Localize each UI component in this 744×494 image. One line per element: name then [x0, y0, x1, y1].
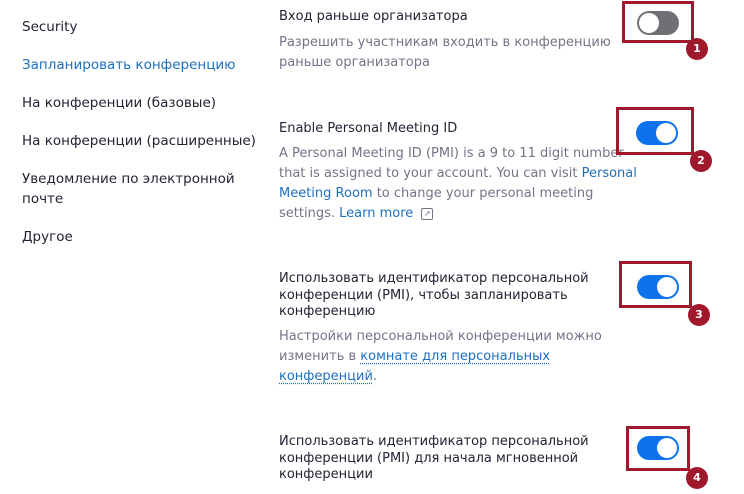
setting-title: Использовать идентификатор персональной конференции (PMI) для начала мгновенной конференции: [279, 434, 589, 482]
annotation-badge: 2: [690, 150, 712, 172]
sidebar-item-in-meeting-basic[interactable]: На конференции (базовые): [22, 95, 217, 111]
setting-description: Настройки персональной конференции можно изменить в комнате для персональных конференций.: [279, 329, 602, 384]
personal-room-link-cont[interactable]: конференций: [279, 369, 373, 384]
personal-room-link[interactable]: комнате для персональных: [360, 349, 551, 364]
annotation-highlight: [616, 107, 694, 155]
annotation-highlight: [626, 426, 690, 471]
setting-title: Использовать идентификатор персональной конференции (PMI), чтобы запланировать конференцию: [279, 271, 589, 319]
personal-meeting-room-link[interactable]: Personal: [581, 166, 637, 181]
personal-meeting-room-link-cont[interactable]: Meeting Room: [279, 186, 373, 201]
annotation-highlight: [622, 1, 694, 43]
sidebar-item-email-notification[interactable]: Уведомление по электронной почте: [22, 171, 235, 207]
setting-description: A Personal Meeting ID (PMI) is a 9 to 11 digit number that is assigned to your account. You can visit Personal Meeting Room to change your personal meeting settings. Learn more ↗: [279, 146, 637, 221]
annotation-badge: 1: [686, 38, 708, 60]
learn-more-link[interactable]: Learn more: [339, 206, 414, 221]
annotation-highlight: [619, 261, 692, 308]
setting-title: Enable Personal Meeting ID: [279, 121, 458, 136]
sidebar-item-other[interactable]: Другое: [22, 229, 73, 245]
setting-description: Разрешить участникам входить в конференцию раньше организатора: [279, 35, 611, 70]
setting-title: Вход раньше организатора: [279, 9, 468, 24]
sidebar-item-schedule-meeting[interactable]: Запланировать конференцию: [22, 57, 236, 73]
external-link-icon[interactable]: ↗: [421, 208, 433, 220]
annotation-badge: 4: [686, 467, 708, 489]
sidebar-item-security[interactable]: Security: [22, 19, 78, 35]
sidebar-item-in-meeting-advanced[interactable]: На конференции (расширенные): [22, 133, 256, 149]
annotation-badge: 3: [688, 304, 710, 326]
